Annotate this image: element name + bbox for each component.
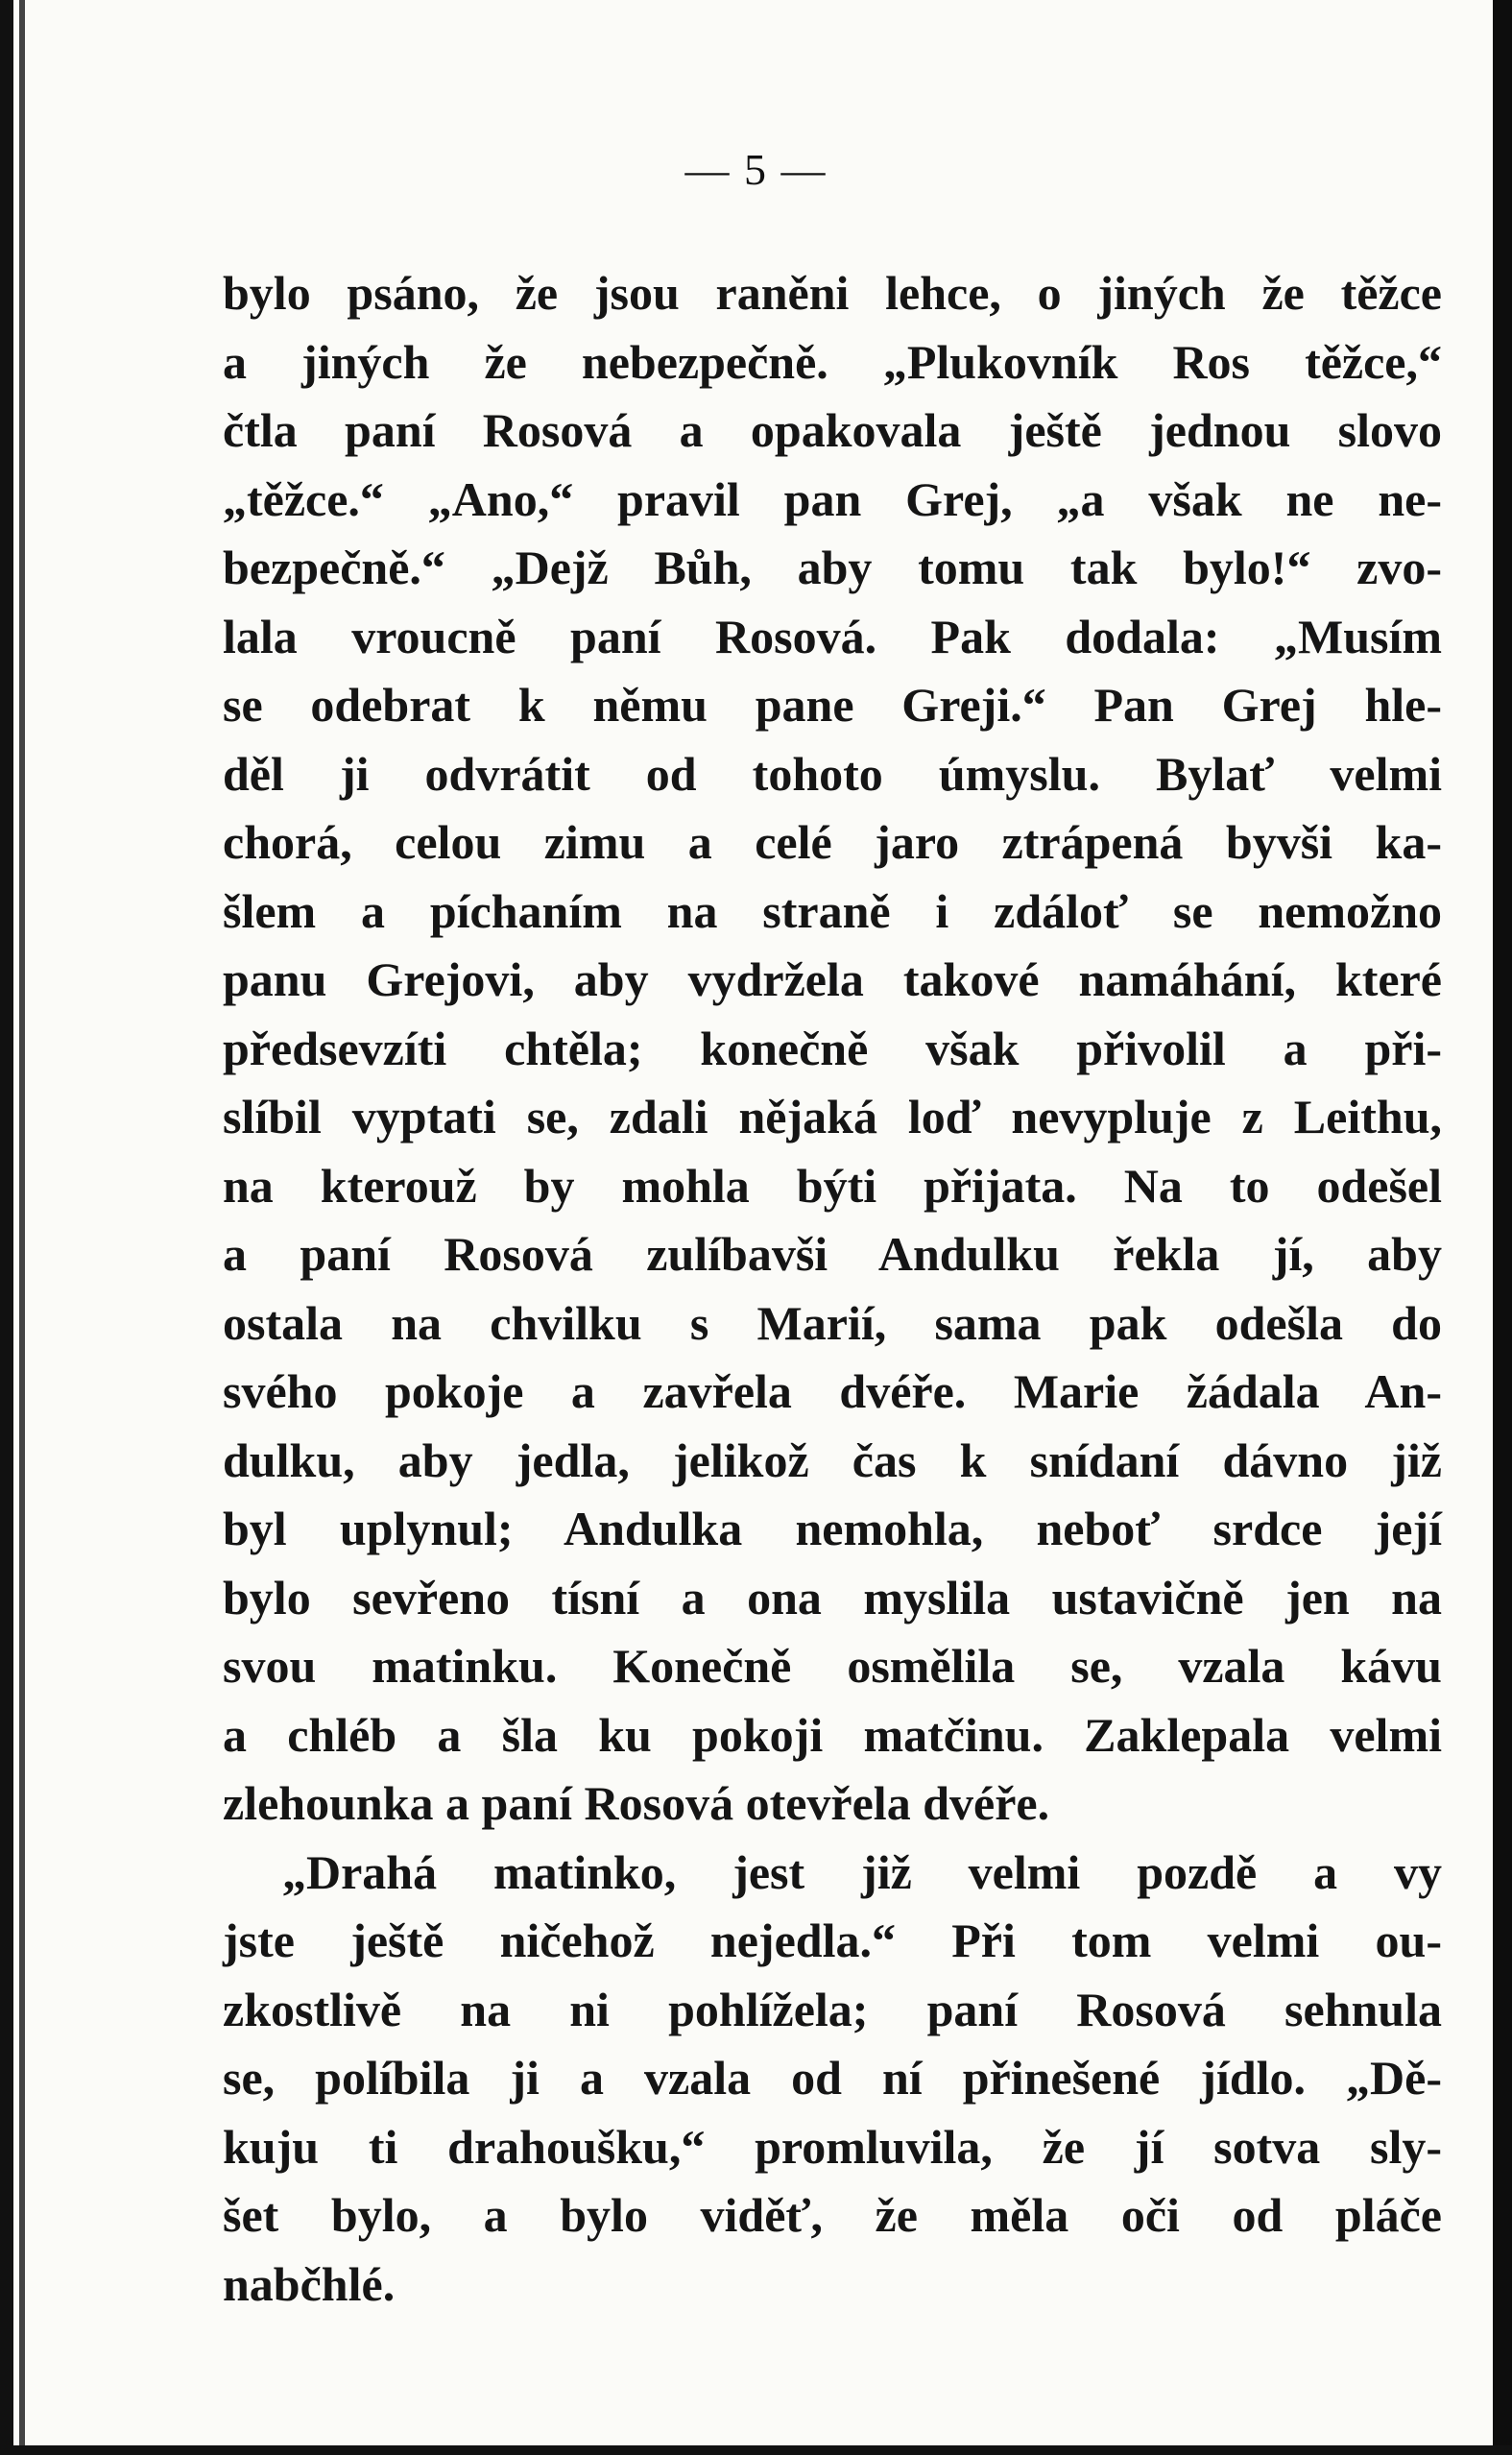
text-line: byl uplynul; Andulka nemohla, neboť srdce její [223,1502,1442,1555]
text-line: čtla paní Rosová a opakovala ještě jednou slovo [223,403,1442,457]
text-line: a chléb a šla ku pokoji matčinu. Zaklepala velmi [223,1707,1442,1762]
text-line: „těžce.“ „Ano,“ pravil pan Grej, „a však ne ne- [223,471,1442,526]
text-line: předsevzíti chtěla; konečně však přivolil a při- [223,1021,1442,1075]
text-line: děl ji odvrátit od tohoto úmyslu. Bylať velmi [223,746,1442,801]
page-edge-left-inner [19,0,25,2455]
text-line: jste ještě ničehož nejedla.“ Při tom velmi ou- [223,1913,1442,1967]
text-line: se odebrat k němu pane Greji.“ Pan Grej hle- [223,678,1442,732]
text-line: chorá, celou zimu a celé jaro ztrápená byvši ka- [223,815,1442,869]
text-line: ostala na chvilku s Marií, sama pak odešla do [223,1295,1442,1350]
text-line: lala vroucně paní Rosová. Pak dodala: „Musím [223,609,1442,663]
text-line: zkostlivě na ni pohlížela; paní Rosová sehnula [223,1982,1442,2036]
text-line: panu Grejovi, aby vydržela takové namáhání, které [223,952,1442,1006]
page-edge-left [0,0,13,2455]
text-line: se, políbila ji a vzala od ní přinešené jídlo. „Dě- [223,2051,1442,2105]
text-line: šet bylo, a bylo viděť, že měla oči od pláče [223,2188,1442,2242]
text-line: kuju ti drahoušku,“ promluvila, že jí sotva sly- [223,2119,1442,2174]
text-line: dulku, aby jedla, jelikož čas k snídaní dávno již [223,1432,1442,1487]
text-line: svou matinku. Konečně osmělila se, vzala kávu [223,1639,1442,1693]
text-line: slíbil vyptati se, zdali nějaká loď nevypluje z Leithu, [223,1090,1442,1143]
page-number: — 5 — [684,145,828,194]
text-line: na kterouž by mohla býti přijata. Na to odešel [223,1158,1442,1213]
text-line: nabčhlé. [223,2256,396,2311]
text-line: bylo psáno, že jsou raněni lehce, o jiných že těžce [223,266,1442,320]
text-line: zlehounka a paní Rosová otevřela dvéře. [223,1776,1050,1830]
body-text [223,259,1442,2319]
text-line: a jiných že nebezpečně. „Plukovník Ros těžce,“ [223,334,1442,389]
text-line: bezpečně.“ „Dejž Bůh, aby tomu tak bylo!“ zvo- [223,541,1442,594]
text-line: svého pokoje a zavřela dvéře. Marie žádala An- [223,1364,1442,1418]
page-edge-right [1493,0,1512,2455]
page-edge-bottom [0,2445,1512,2455]
text-line: a paní Rosová zulíbavši Andulku řekla jí, aby [223,1227,1442,1281]
text-line: „Drahá matinko, jest již velmi pozdě a vy [282,1844,1442,1899]
text-line: bylo sevřeno tísní a ona myslila ustavičně jen na [223,1570,1442,1625]
text-line: šlem a píchaním na straně i zdáloť se nemožno [223,883,1442,938]
